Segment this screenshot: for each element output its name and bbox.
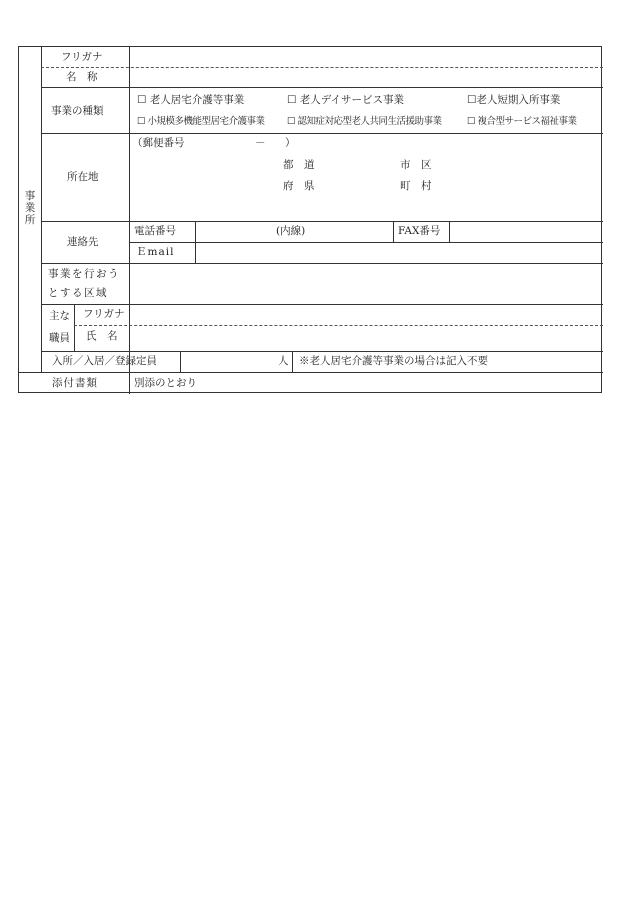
office-column-divider — [41, 47, 42, 372]
main-staff-label-line1: 主な — [49, 310, 70, 322]
registration-form-table — [18, 46, 602, 393]
capacity-note: ※老人居宅介護等事業の場合は記入不要 — [299, 355, 488, 367]
postal-code-dash: － — [255, 137, 266, 149]
staff-furigana-input[interactable] — [130, 305, 602, 324]
name-row-bottom — [41, 87, 603, 88]
capacity-row-bottom — [19, 372, 603, 373]
phone-label: 電話番号 — [134, 225, 176, 237]
address-input-area[interactable] — [130, 197, 602, 220]
contact-fax-left-divider — [393, 221, 394, 242]
business-type-option-short-stay[interactable]: ☐老人短期入所事業 — [467, 94, 561, 106]
service-area-label-line1: 事業を行おう — [48, 268, 120, 280]
furigana-dashed-line — [41, 67, 603, 68]
staff-dashed-line — [74, 325, 603, 326]
name-label: 名 称 — [66, 71, 98, 83]
business-type-row-bottom — [41, 133, 603, 134]
contact-label: 連絡先 — [67, 236, 99, 248]
business-type-option-dementia-group-home[interactable]: ☐ 認知症対応型老人共同生活援助事業 — [287, 116, 442, 127]
fax-label: FAX番号 — [398, 225, 441, 237]
email-input[interactable] — [196, 243, 602, 262]
email-label: Ｅmail — [136, 246, 175, 258]
furigana-input-area[interactable] — [130, 48, 602, 66]
service-area-input[interactable] — [130, 264, 602, 303]
business-type-option-combined-service[interactable]: ☐ 複合型サービス福祉事業 — [467, 116, 577, 127]
postal-code-close: ） — [285, 137, 296, 149]
attachment-value: 別添のとおり — [134, 377, 197, 389]
business-type-option-small-multifunction[interactable]: ☐ 小規模多機能型居宅介護事業 — [137, 116, 265, 127]
main-staff-label-line2: 職員 — [49, 332, 70, 344]
staff-inner-divider — [74, 304, 75, 351]
postal-code-input[interactable] — [191, 136, 251, 151]
fax-input[interactable] — [450, 222, 602, 241]
staff-name-label: 氏 名 — [86, 330, 118, 342]
city-label-bottom: 町 村 — [400, 180, 432, 192]
postal-code-label: （郵便番号 — [132, 137, 185, 149]
business-type-label: 事業の種類 — [51, 105, 104, 117]
prefecture-label-top: 都 道 — [283, 159, 315, 171]
business-type-option-day-service[interactable]: ☐ 老人デイサービス事業 — [287, 94, 405, 106]
capacity-label: 入所／入居／登録定員 — [52, 355, 157, 367]
capacity-divider-2 — [292, 351, 293, 372]
city-label-top: 市 区 — [400, 159, 432, 171]
phone-input[interactable] — [196, 222, 392, 241]
staff-row-bottom — [41, 351, 603, 352]
name-input-area[interactable] — [130, 69, 602, 86]
attachment-label: 添付書類 — [52, 377, 98, 389]
business-type-option-home-care[interactable]: ☐ 老人居宅介護等事業 — [137, 94, 245, 106]
furigana-label: フリガナ — [61, 51, 103, 63]
prefecture-label-bottom: 府 県 — [283, 180, 315, 192]
staff-furigana-label: フリガナ — [83, 308, 125, 320]
office-label: 事業所 — [24, 190, 36, 226]
capacity-unit: 人 — [278, 355, 289, 367]
staff-name-input[interactable] — [130, 327, 602, 350]
location-label: 所在地 — [67, 171, 99, 183]
service-area-label-line2: とする区域 — [48, 287, 108, 299]
extension-label: (内線) — [276, 225, 306, 237]
capacity-input[interactable] — [181, 352, 276, 371]
